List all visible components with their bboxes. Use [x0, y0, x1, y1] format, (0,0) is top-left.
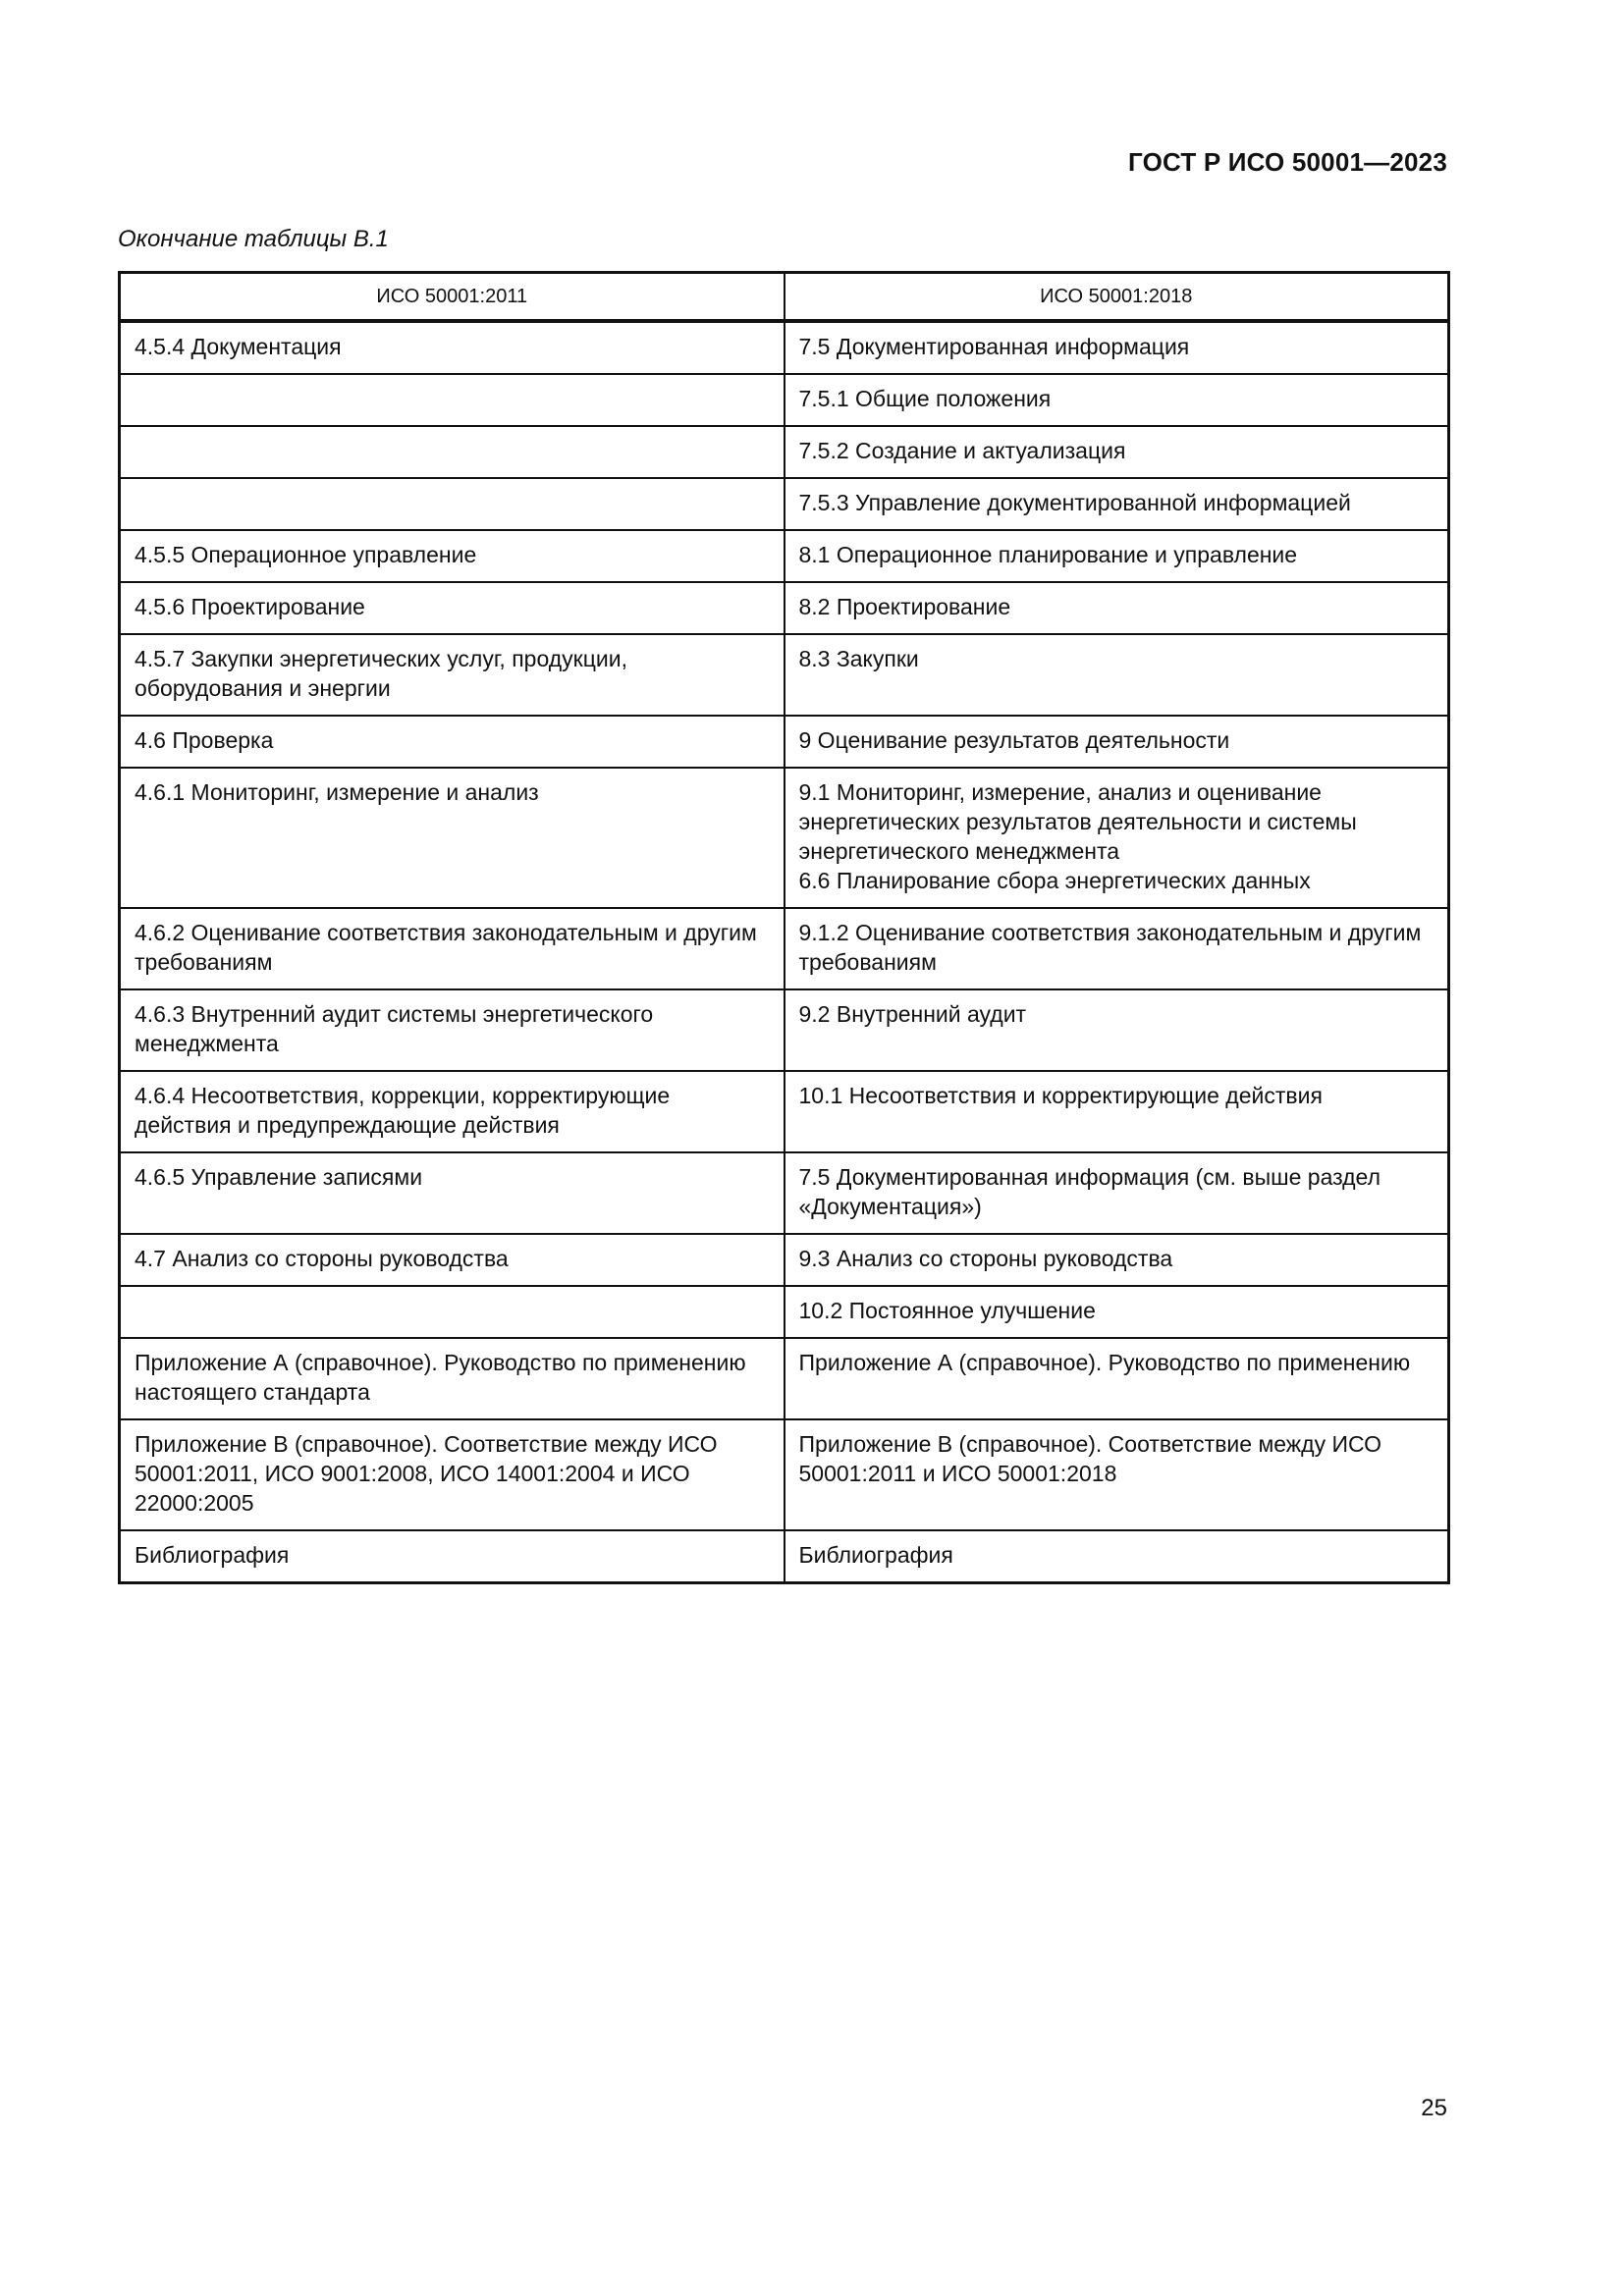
table-row — [120, 634, 1449, 716]
table-row — [120, 1234, 1449, 1286]
table-cell: 4.6.4 Несоответствия, коррекции, корректирующие действия и предупреждающие действия — [120, 1071, 785, 1152]
table-row — [120, 1071, 1449, 1152]
table-cell: 4.7 Анализ со стороны руководства — [120, 1234, 785, 1286]
table-cell: 10.2 Постоянное улучшение — [785, 1286, 1449, 1338]
table-header-row — [120, 273, 1449, 322]
table-cell: 9.1.2 Оценивание соответствия законодательным и другим требованиям — [785, 908, 1449, 989]
table-cell: 9.2 Внутренний аудит — [785, 989, 1449, 1071]
column-header-iso-2018: ИСО 50001:2018 — [785, 273, 1449, 322]
table-cell: 8.1 Операционное планирование и управление — [785, 530, 1449, 582]
table-row — [120, 1338, 1449, 1419]
table-row — [120, 1286, 1449, 1338]
table-caption: Окончание таблицы В.1 — [118, 226, 389, 252]
table-row — [120, 426, 1449, 478]
table-cell: 9 Оценивание результатов деятельности — [785, 716, 1449, 768]
column-header-iso-2011: ИСО 50001:2011 — [120, 273, 785, 322]
table-row — [120, 768, 1449, 908]
table-cell: 4.6.2 Оценивание соответствия законодательным и другим требованиям — [120, 908, 785, 989]
table-cell: 10.1 Несоответствия и корректирующие действия — [785, 1071, 1449, 1152]
table-row — [120, 1419, 1449, 1530]
cell-text: 9.1 Мониторинг, измерение, анализ и оценивание энергетических результатов деятельности и системы энергетического менеджмента — [798, 779, 1357, 864]
table-cell — [120, 1286, 785, 1338]
table-cell: Приложение В (справочное). Соответствие между ИСО 50001:2011, ИСО 9001:2008, ИСО 14001:2004 и ИСО 22000:2005 — [120, 1419, 785, 1530]
table-cell: 4.6.5 Управление записями — [120, 1152, 785, 1234]
table-row — [120, 478, 1449, 530]
table-cell: 4.5.4 Документация — [120, 321, 785, 374]
table-cell: 4.6.1 Мониторинг, измерение и анализ — [120, 768, 785, 908]
table-cell: 9.3 Анализ со стороны руководства — [785, 1234, 1449, 1286]
table-row — [120, 1152, 1449, 1234]
table-row — [120, 716, 1449, 768]
table-cell: 8.3 Закупки — [785, 634, 1449, 716]
page-number: 25 — [1421, 2095, 1447, 2121]
cell-text-extra: 6.6 Планирование сбора энергетических данных — [798, 868, 1311, 893]
table-cell: Приложение А (справочное). Руководство по применению настоящего стандарта — [120, 1338, 785, 1419]
table-cell — [120, 374, 785, 426]
table-row — [120, 530, 1449, 582]
table-row — [120, 321, 1449, 374]
table-cell: 7.5.3 Управление документированной информацией — [785, 478, 1449, 530]
table-row — [120, 908, 1449, 989]
table-cell: Приложение А (справочное). Руководство по применению — [785, 1338, 1449, 1419]
table-cell: 4.5.7 Закупки энергетических услуг, продукции, оборудования и энергии — [120, 634, 785, 716]
document-code: ГОСТ Р ИСО 50001—2023 — [1127, 147, 1447, 177]
table-cell: 4.5.5 Операционное управление — [120, 530, 785, 582]
table-row — [120, 989, 1449, 1071]
table-cell: Приложение В (справочное). Соответствие между ИСО 50001:2011 и ИСО 50001:2018 — [785, 1419, 1449, 1530]
table-row — [120, 1530, 1449, 1583]
table-cell: 8.2 Проектирование — [785, 582, 1449, 634]
table-cell — [785, 768, 1449, 908]
table-cell: 7.5 Документированная информация (см. выше раздел «Документация») — [785, 1152, 1449, 1234]
table-cell: Библиография — [785, 1530, 1449, 1583]
table-cell — [120, 426, 785, 478]
table-cell: 7.5 Документированная информация — [785, 321, 1449, 374]
correspondence-table — [118, 271, 1450, 1584]
table-cell — [120, 478, 785, 530]
table-cell: 7.5.2 Создание и актуализация — [785, 426, 1449, 478]
table-row — [120, 374, 1449, 426]
table-cell: 4.6 Проверка — [120, 716, 785, 768]
table-row — [120, 582, 1449, 634]
table-cell: 4.5.6 Проектирование — [120, 582, 785, 634]
table-cell: Библиография — [120, 1530, 785, 1583]
table-cell: 4.6.3 Внутренний аудит системы энергетического менеджмента — [120, 989, 785, 1071]
table-cell: 7.5.1 Общие положения — [785, 374, 1449, 426]
